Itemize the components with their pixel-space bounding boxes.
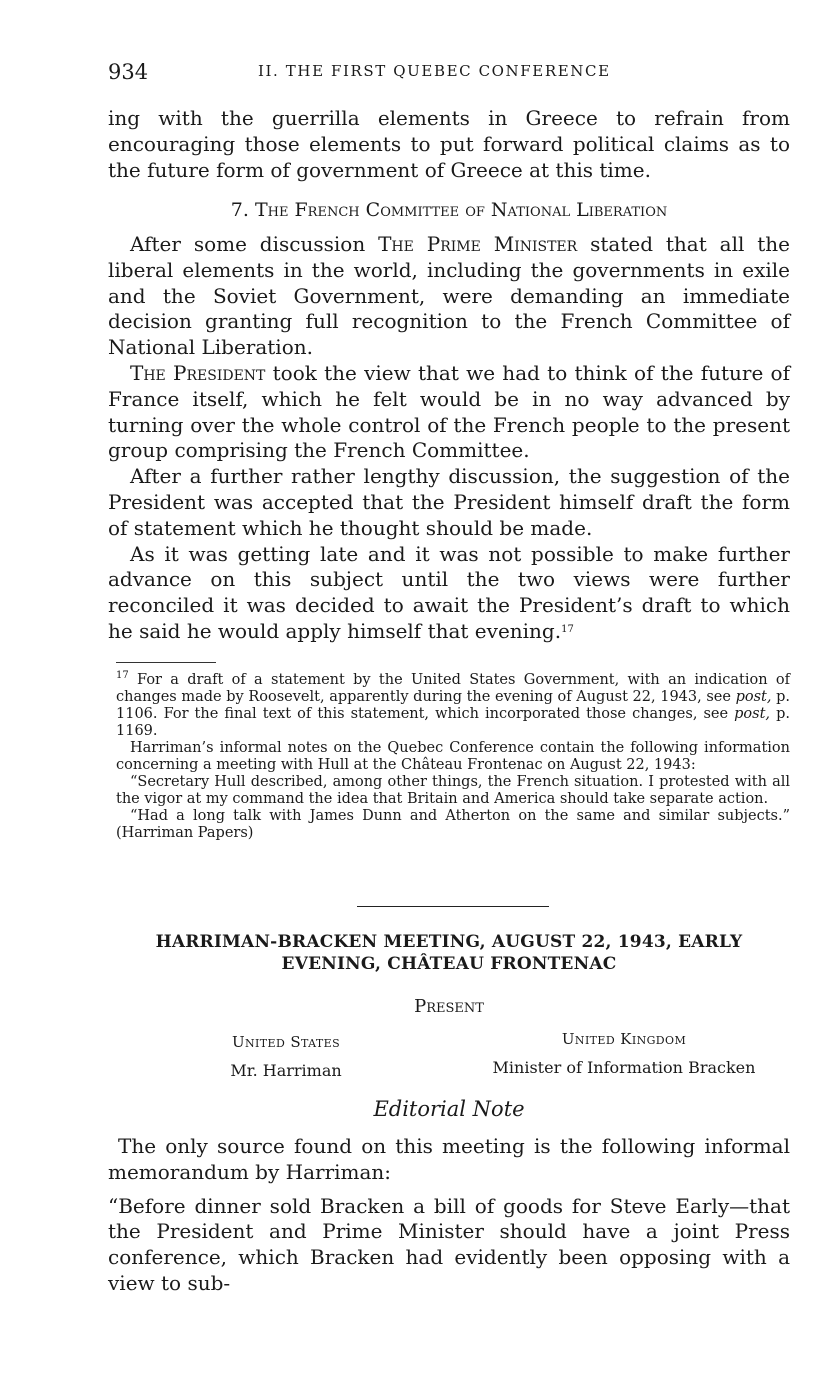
paragraph-text: After some discussion	[130, 232, 379, 256]
editorial-note-heading: Editorial Note	[373, 1097, 525, 1121]
continuation-paragraph: ing with the guerrilla elements in Greece to refrain from encouraging those elements to put forward political claims as to the future form of government of Greece at this time.	[108, 106, 790, 182]
speaker-name: The President	[130, 360, 266, 385]
participant-name: Minister of Information Bracken	[492, 1058, 756, 1077]
memorandum-quote: “Before dinner sold Bracken a bill of goods for Steve Early—that the President and Prime Minister should have a joint Press conference, which Bracken had evidently been opposing with a view to sub-	[108, 1193, 790, 1295]
participants-uk	[474, 1030, 774, 1077]
footnote-paragraph: Harriman’s informal notes on the Quebec Conference contain the following information concerning a meeting with Hull at the Château Frontenac on August 22, 1943:	[116, 740, 790, 773]
meeting-body	[108, 1134, 790, 1297]
footnote-italic: post,	[734, 706, 771, 722]
paragraph-text: stated that all the liberal elements in the world, including the governments in exile and the Soviet Government, were demanding an immediate decision granting full recognition to the French Committee of National Liberation.	[108, 232, 791, 360]
running-title: II. THE FIRST QUEBEC CONFERENCE	[258, 62, 611, 80]
participants-us	[136, 1033, 436, 1080]
running-header	[108, 60, 790, 90]
paragraph	[108, 361, 790, 464]
meeting-title: HARRIMAN-BRACKEN MEETING, AUGUST 22, 1943, EARLY EVENING, CHÂTEAU FRONTENAC	[155, 932, 743, 974]
footnote-quote: “Secretary Hull described, among other things, the French situation. I protested with all the vigor at my command the idea that Britain and America should take separate action.	[116, 774, 790, 807]
section-heading	[108, 199, 790, 221]
footnote-17	[116, 672, 790, 740]
footnote-text: For a draft of a statement by the United States Government, with an indication of changes made by Roosevelt, apparently during the evening of August 22, 1943, see	[116, 672, 790, 705]
paragraph-text: As it was getting late and it was not possible to make further advance on this subject until the two views were further reconciled it was decided to await the President’s draft to which he said he would apply himself that evening.	[108, 541, 790, 643]
participant-name: Mr. Harriman	[230, 1061, 342, 1080]
country-label: United Kingdom	[561, 1030, 687, 1048]
paragraph: The only source found on this meeting is the following informal memorandum by Harriman:	[108, 1134, 790, 1184]
paragraph-text: took the view that we had to think of the future of France itself, which he felt would be in no way advanced by turning over the whole control of the French people to the present group comprising the French Committee.	[108, 360, 790, 463]
speaker-name: The Prime Minister	[378, 232, 578, 256]
footnote-text: p. 1106. For the final text of this statement, which incorporated those changes, see	[116, 689, 790, 722]
footnote-italic: post,	[735, 689, 772, 705]
paragraph	[108, 232, 790, 361]
paragraph	[108, 542, 790, 645]
section-title: The French Committee of National Liberation	[254, 199, 668, 221]
present-heading: Present	[414, 996, 484, 1017]
footnote-rule	[116, 662, 216, 663]
footnote-ref[interactable]: 17	[561, 623, 574, 635]
section-number: 7.	[230, 199, 249, 221]
paragraph: After a further rather lengthy discussion, the suggestion of the President was accepted that the President himself draft the form of statement which he thought should be made.	[108, 464, 790, 540]
section-divider	[357, 906, 549, 907]
footnotes	[116, 672, 790, 842]
section-body	[108, 232, 790, 645]
footnote-text: p. 1169.	[116, 706, 790, 739]
continuation-block	[108, 106, 790, 183]
footnote-marker: 17	[116, 670, 129, 681]
page-number: 934	[108, 60, 149, 84]
country-label: United States	[231, 1033, 341, 1051]
footnote-quote: “Had a long talk with James Dunn and Atherton on the same and similar subjects.” (Harriman Papers)	[116, 808, 790, 841]
